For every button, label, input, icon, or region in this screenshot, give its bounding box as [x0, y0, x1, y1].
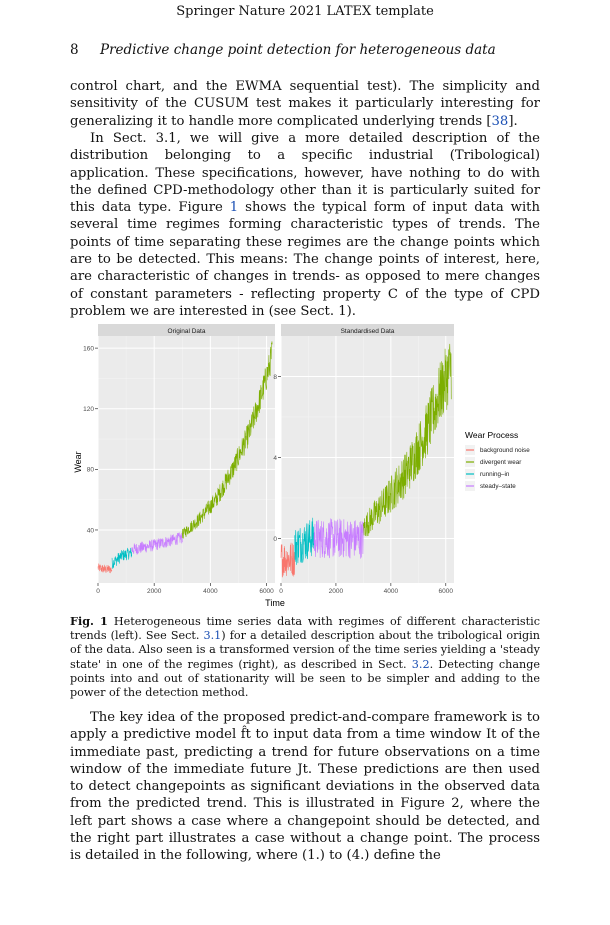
page-number: 8: [70, 42, 79, 58]
legend: [465, 430, 530, 491]
legend-label-running-in: running–in: [480, 471, 510, 479]
panel-original-data: [83, 324, 275, 595]
paragraph-2-text-b: shows the typical form of input data with several time regimes forming characteristic types of trends. The points of time separating these regimes are the change points which are to be detected. This means: The change points of interest, here, are characteristic of changes in trends- as opposed to mere changes of constant parameters - reflecting property C of the type of CPD problem we are interested in (see Sect. 1).: [70, 200, 540, 319]
original-data-tick-label-y: 120: [83, 406, 94, 414]
figure-link-1[interactable]: 1: [229, 200, 239, 216]
caption-text-b: ) for a detailed description about the tribological origin of the data. Also seen is a transformed version of the time series yielding a 'steady state' in one of the regimes (right), as described in Sect.: [70, 629, 540, 671]
original-data-title: Original Data: [167, 328, 206, 335]
original-data-tick-label-y: 80: [86, 466, 94, 474]
y-axis-label: Wear: [73, 451, 83, 473]
standardised-data-tick-label-y: 4: [273, 454, 277, 462]
paragraph-1-text-b: ].: [508, 113, 518, 129]
standardised-data-title: Standardised Data: [340, 328, 395, 335]
standardised-data-tick-label-x: 0: [279, 588, 283, 595]
paragraph-2-text-a: In Sect. 3.1, we will give a more detailed description of the distribution belonging to a specific industrial (Tribological) application. These specifications, however, have nothing to do with the defined CPD-methodology other than it is particularly suited for this data type. Figure: [70, 131, 540, 216]
legend-label-steady-state: steady–state: [480, 483, 516, 491]
standardised-data-tick-label-x: 4000: [383, 588, 399, 595]
section-link-3-1[interactable]: 3.1: [203, 629, 222, 643]
page-header: Springer Nature 2021 LATEX template: [176, 4, 434, 19]
paragraph-2: [70, 130, 540, 320]
standardised-data-tick-label-x: 2000: [328, 588, 344, 595]
caption-text-c: . Detecting change points into and out of stationarity will be seen to be simpler and adding to the power of the detection method.: [70, 657, 541, 700]
original-data-tick-label-x: 2000: [146, 588, 162, 595]
caption-text-a: Heterogeneous time series data with regimes of different characteristic trends (left). See Sect.: [70, 615, 541, 643]
legend-label-divergent-wear: divergent wear: [480, 459, 522, 467]
original-data-tick-label-x: 0: [96, 588, 100, 595]
panel-standardised-data: [273, 324, 454, 595]
original-data-background: [98, 336, 275, 583]
paragraph-1-text-a: control chart, and the EWMA sequential test). The simplicity and sensitivity of the CUSUM test makes it particularly interesting for generalizing it to handle more complicated underlying trends [: [70, 79, 540, 129]
figure-1-chart: [70, 318, 540, 610]
standardised-data-tick-label-y: 0: [273, 535, 277, 543]
figure-caption: [70, 614, 540, 700]
standardised-data-tick-label-x: 6000: [438, 588, 453, 595]
running-head: [70, 42, 540, 58]
figure-label: Fig. 1: [70, 614, 108, 628]
original-data-tick-label-x: 6000: [259, 588, 274, 595]
original-data-tick-label-y: 160: [83, 345, 94, 353]
standardised-data-tick-label-y: 8: [273, 373, 277, 381]
citation-link-38[interactable]: 38: [491, 113, 509, 129]
original-data-tick-label-y: 40: [86, 527, 94, 535]
legend-title: Wear Process: [465, 430, 519, 440]
paragraph-1: [70, 78, 540, 130]
x-axis-label: Time: [265, 598, 285, 608]
paragraph-3: The key idea of the proposed predict-and-compare framework is to apply a predictive model f̂t to input data from a time window It of the immediate past, predicting a trend for future observations on a time window of the immediate future Jt. These predictions are then used to detect changepoints as significant deviations in the observed data from the predicted trend. This is illustrated in Figure 2, where the left part shows a case where a changepoint should be detected, and the right part illustrates a case without a change point. The process is detailed in the following, where (1.) to (4.) define the: [70, 710, 540, 864]
legend-label-background-noise: background noise: [480, 447, 530, 455]
running-title: Predictive change point detection for heterogeneous data: [100, 42, 496, 58]
section-link-3-2[interactable]: 3.2: [411, 657, 430, 671]
original-data-tick-label-x: 4000: [203, 588, 218, 595]
